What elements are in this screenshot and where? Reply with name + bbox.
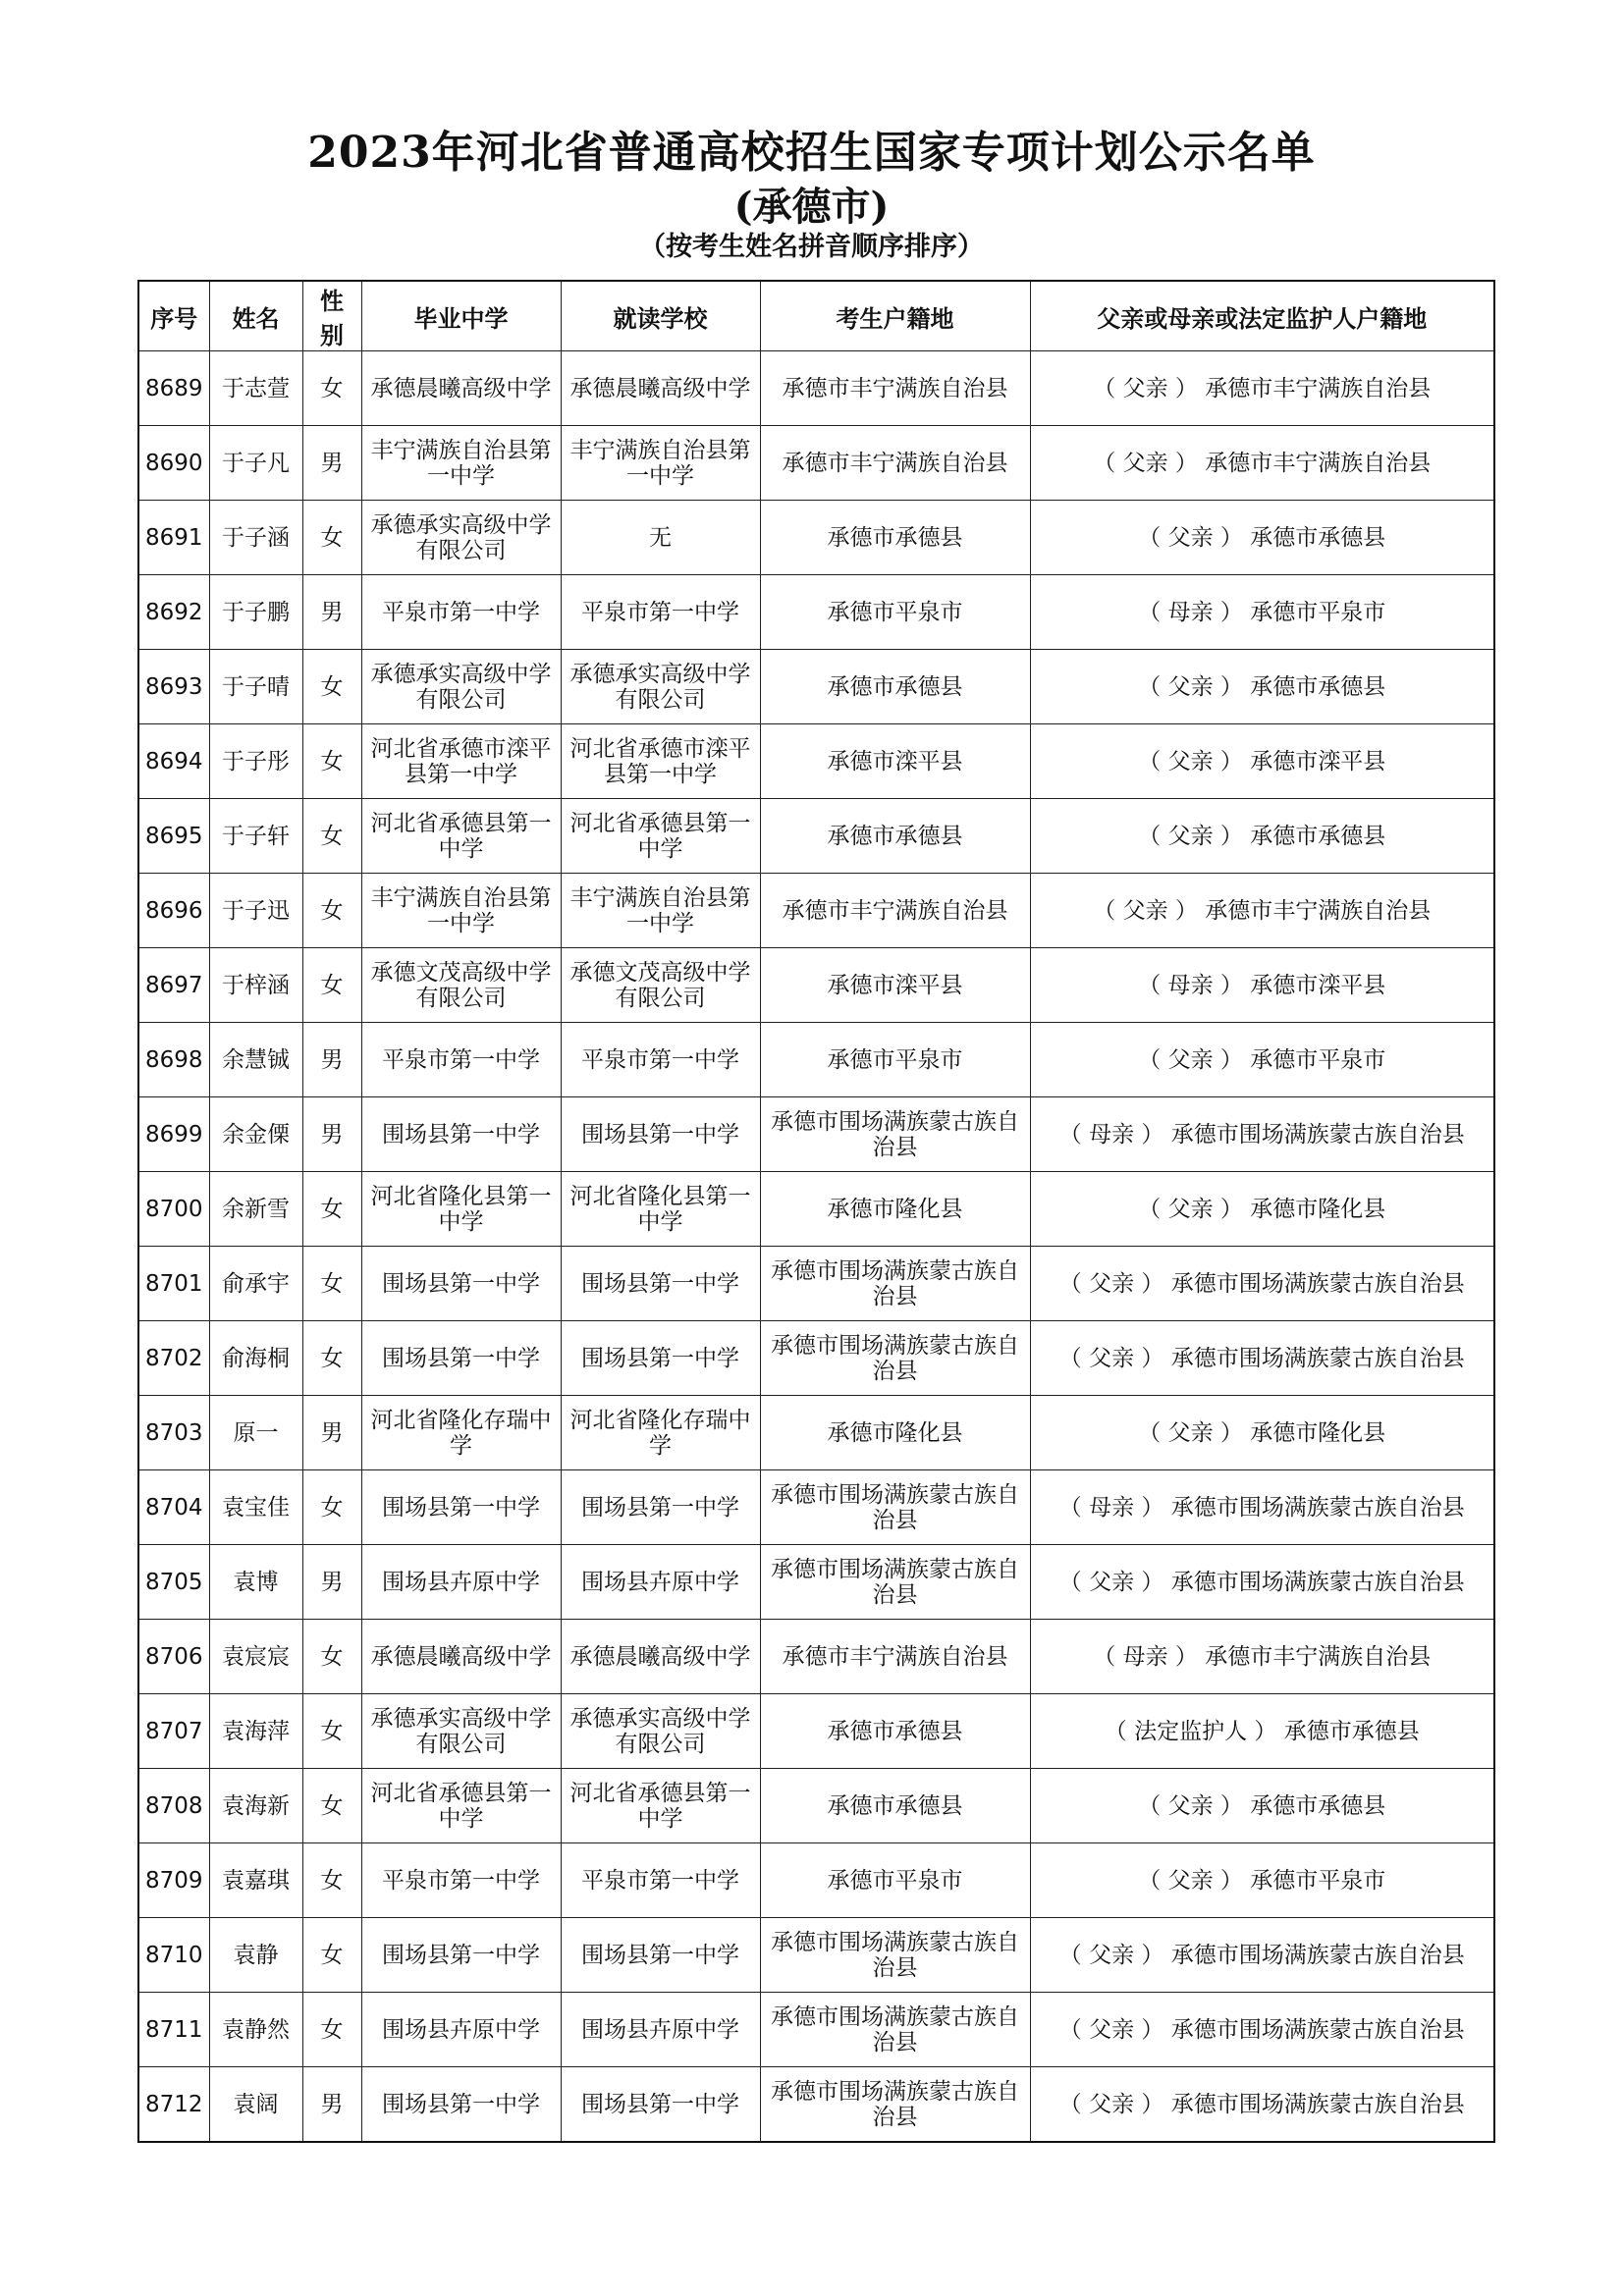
cell-gender: 女	[302, 1321, 361, 1396]
cell-graduation-school: 承德晨曦高级中学	[361, 1620, 561, 1694]
cell-guardian-registration: （ 父亲 ） 承德市滦平县	[1030, 724, 1494, 799]
cell-seq: 8699	[138, 1097, 209, 1172]
cell-household-registration: 承德市丰宁满族自治县	[760, 874, 1030, 948]
cell-name: 袁宝佳	[209, 1470, 302, 1545]
cell-current-school: 平泉市第一中学	[561, 1843, 760, 1918]
cell-guardian-registration: （ 母亲 ） 承德市滦平县	[1030, 948, 1494, 1023]
cell-gender: 女	[302, 874, 361, 948]
cell-current-school: 河北省承德市滦平县第一中学	[561, 724, 760, 799]
table-row	[138, 1172, 1494, 1247]
cell-seq: 8695	[138, 799, 209, 874]
cell-household-registration: 承德市隆化县	[760, 1396, 1030, 1470]
cell-guardian-registration: （ 父亲 ） 承德市围场满族蒙古族自治县	[1030, 1321, 1494, 1396]
roster-table	[137, 280, 1495, 2143]
cell-gender: 男	[302, 426, 361, 501]
cell-gender: 女	[302, 1247, 361, 1321]
cell-name: 袁静	[209, 1918, 302, 1993]
cell-household-registration: 承德市围场满族蒙古族自治县	[760, 1993, 1030, 2067]
cell-current-school: 围场县卉原中学	[561, 1545, 760, 1620]
header-current-school: 就读学校	[561, 281, 760, 351]
cell-current-school: 河北省隆化存瑞中学	[561, 1396, 760, 1470]
cell-guardian-registration: （ 父亲 ） 承德市围场满族蒙古族自治县	[1030, 1993, 1494, 2067]
cell-gender: 女	[302, 1694, 361, 1769]
table-row	[138, 1396, 1494, 1470]
cell-name: 袁海新	[209, 1769, 302, 1843]
cell-gender: 女	[302, 1843, 361, 1918]
cell-household-registration: 承德市围场满族蒙古族自治县	[760, 1247, 1030, 1321]
cell-current-school: 承德承实高级中学有限公司	[561, 1694, 760, 1769]
cell-guardian-registration: （ 父亲 ） 承德市围场满族蒙古族自治县	[1030, 2067, 1494, 2143]
cell-current-school: 围场县第一中学	[561, 1247, 760, 1321]
cell-guardian-registration: （ 父亲 ） 承德市围场满族蒙古族自治县	[1030, 1247, 1494, 1321]
cell-seq: 8702	[138, 1321, 209, 1396]
cell-graduation-school: 围场县卉原中学	[361, 1545, 561, 1620]
cell-guardian-registration: （ 母亲 ） 承德市围场满族蒙古族自治县	[1030, 1097, 1494, 1172]
cell-name: 袁阔	[209, 2067, 302, 2143]
cell-graduation-school: 平泉市第一中学	[361, 1023, 561, 1097]
cell-household-registration: 承德市平泉市	[760, 1023, 1030, 1097]
cell-guardian-registration: （ 父亲 ） 承德市承德县	[1030, 1769, 1494, 1843]
header-guardian-registration: 父亲或母亲或法定监护人户籍地	[1030, 281, 1494, 351]
table-row	[138, 724, 1494, 799]
cell-guardian-registration: （ 父亲 ） 承德市丰宁满族自治县	[1030, 351, 1494, 426]
cell-seq: 8698	[138, 1023, 209, 1097]
cell-guardian-registration: （ 母亲 ） 承德市平泉市	[1030, 575, 1494, 650]
cell-seq: 8697	[138, 948, 209, 1023]
cell-current-school: 围场县第一中学	[561, 1097, 760, 1172]
cell-current-school: 围场县第一中学	[561, 2067, 760, 2143]
cell-current-school: 承德文茂高级中学有限公司	[561, 948, 760, 1023]
cell-seq: 8692	[138, 575, 209, 650]
cell-household-registration: 承德市丰宁满族自治县	[760, 1620, 1030, 1694]
cell-household-registration: 承德市承德县	[760, 1694, 1030, 1769]
cell-gender: 女	[302, 1620, 361, 1694]
cell-current-school: 平泉市第一中学	[561, 1023, 760, 1097]
cell-guardian-registration: （ 父亲 ） 承德市围场满族蒙古族自治县	[1030, 1545, 1494, 1620]
cell-household-registration: 承德市平泉市	[760, 575, 1030, 650]
cell-graduation-school: 围场县第一中学	[361, 1097, 561, 1172]
page-subtitle: (承德市)	[733, 184, 890, 230]
cell-guardian-registration: （ 父亲 ） 承德市承德县	[1030, 799, 1494, 874]
table-row	[138, 1023, 1494, 1097]
cell-graduation-school: 围场县第一中学	[361, 1247, 561, 1321]
cell-seq: 8696	[138, 874, 209, 948]
table-row	[138, 1545, 1494, 1620]
cell-gender: 女	[302, 650, 361, 724]
cell-current-school: 河北省承德县第一中学	[561, 1769, 760, 1843]
cell-seq: 8689	[138, 351, 209, 426]
header-graduation-school: 毕业中学	[361, 281, 561, 351]
cell-name: 于子彤	[209, 724, 302, 799]
cell-household-registration: 承德市滦平县	[760, 948, 1030, 1023]
table-row	[138, 874, 1494, 948]
cell-seq: 8693	[138, 650, 209, 724]
cell-gender: 女	[302, 799, 361, 874]
cell-graduation-school: 平泉市第一中学	[361, 1843, 561, 1918]
table-row	[138, 2067, 1494, 2143]
cell-gender: 男	[302, 2067, 361, 2143]
cell-guardian-registration: （ 父亲 ） 承德市承德县	[1030, 501, 1494, 575]
cell-gender: 女	[302, 724, 361, 799]
cell-current-school: 围场县第一中学	[561, 1321, 760, 1396]
cell-name: 俞承宇	[209, 1247, 302, 1321]
cell-household-registration: 承德市承德县	[760, 501, 1030, 575]
cell-guardian-registration: （ 父亲 ） 承德市承德县	[1030, 650, 1494, 724]
cell-household-registration: 承德市滦平县	[760, 724, 1030, 799]
cell-name: 袁宸宸	[209, 1620, 302, 1694]
table-row	[138, 351, 1494, 426]
cell-current-school: 平泉市第一中学	[561, 575, 760, 650]
table-row	[138, 650, 1494, 724]
cell-name: 余新雪	[209, 1172, 302, 1247]
table-row	[138, 501, 1494, 575]
cell-seq: 8704	[138, 1470, 209, 1545]
cell-graduation-school: 平泉市第一中学	[361, 575, 561, 650]
cell-name: 于子涵	[209, 501, 302, 575]
cell-gender: 男	[302, 1097, 361, 1172]
cell-name: 于子迅	[209, 874, 302, 948]
cell-household-registration: 承德市隆化县	[760, 1172, 1030, 1247]
cell-seq: 8701	[138, 1247, 209, 1321]
cell-household-registration: 承德市围场满族蒙古族自治县	[760, 1097, 1030, 1172]
sort-note: （按考生姓名拼音顺序排序）	[639, 232, 984, 262]
cell-guardian-registration: （ 父亲 ） 承德市平泉市	[1030, 1843, 1494, 1918]
cell-name: 于子轩	[209, 799, 302, 874]
header-gender: 性别	[302, 281, 361, 351]
cell-name: 于志萱	[209, 351, 302, 426]
cell-seq: 8694	[138, 724, 209, 799]
cell-graduation-school: 丰宁满族自治县第一中学	[361, 874, 561, 948]
header-household-registration: 考生户籍地	[760, 281, 1030, 351]
table-row	[138, 1620, 1494, 1694]
table-row	[138, 1694, 1494, 1769]
cell-current-school: 河北省隆化县第一中学	[561, 1172, 760, 1247]
cell-name: 于子鹏	[209, 575, 302, 650]
cell-graduation-school: 围场县第一中学	[361, 1470, 561, 1545]
cell-seq: 8691	[138, 501, 209, 575]
table-row	[138, 1321, 1494, 1396]
cell-current-school: 围场县第一中学	[561, 1918, 760, 1993]
cell-name: 余金傈	[209, 1097, 302, 1172]
cell-gender: 女	[302, 1470, 361, 1545]
cell-gender: 女	[302, 948, 361, 1023]
cell-name: 于子凡	[209, 426, 302, 501]
cell-current-school: 河北省承德县第一中学	[561, 799, 760, 874]
cell-seq: 8709	[138, 1843, 209, 1918]
cell-gender: 男	[302, 1545, 361, 1620]
cell-gender: 男	[302, 1023, 361, 1097]
table-row	[138, 575, 1494, 650]
cell-household-registration: 承德市丰宁满族自治县	[760, 351, 1030, 426]
cell-guardian-registration: （ 父亲 ） 承德市隆化县	[1030, 1172, 1494, 1247]
cell-graduation-school: 承德承实高级中学有限公司	[361, 501, 561, 575]
cell-household-registration: 承德市承德县	[760, 799, 1030, 874]
cell-gender: 女	[302, 351, 361, 426]
cell-graduation-school: 围场县第一中学	[361, 1321, 561, 1396]
header-name: 姓名	[209, 281, 302, 351]
cell-household-registration: 承德市平泉市	[760, 1843, 1030, 1918]
table-row	[138, 1470, 1494, 1545]
cell-name: 袁海萍	[209, 1694, 302, 1769]
cell-name: 俞海桐	[209, 1321, 302, 1396]
cell-seq: 8711	[138, 1993, 209, 2067]
cell-gender: 女	[302, 1769, 361, 1843]
cell-graduation-school: 承德晨曦高级中学	[361, 351, 561, 426]
cell-current-school: 围场县卉原中学	[561, 1993, 760, 2067]
cell-seq: 8710	[138, 1918, 209, 1993]
cell-current-school: 丰宁满族自治县第一中学	[561, 874, 760, 948]
table-header-row	[138, 281, 1494, 351]
cell-gender: 女	[302, 1918, 361, 1993]
table-row	[138, 1247, 1494, 1321]
cell-current-school: 承德晨曦高级中学	[561, 351, 760, 426]
cell-seq: 8706	[138, 1620, 209, 1694]
cell-graduation-school: 丰宁满族自治县第一中学	[361, 426, 561, 501]
cell-guardian-registration: （ 法定监护人 ） 承德市承德县	[1030, 1694, 1494, 1769]
cell-gender: 女	[302, 1993, 361, 2067]
cell-household-registration: 承德市围场满族蒙古族自治县	[760, 1470, 1030, 1545]
table-row	[138, 1993, 1494, 2067]
cell-current-school: 承德承实高级中学有限公司	[561, 650, 760, 724]
table-row	[138, 1097, 1494, 1172]
cell-guardian-registration: （ 父亲 ） 承德市丰宁满族自治县	[1030, 426, 1494, 501]
cell-household-registration: 承德市围场满族蒙古族自治县	[760, 1918, 1030, 1993]
cell-graduation-school: 河北省承德县第一中学	[361, 1769, 561, 1843]
cell-current-school: 承德晨曦高级中学	[561, 1620, 760, 1694]
cell-graduation-school: 围场县第一中学	[361, 1918, 561, 1993]
cell-graduation-school: 承德文茂高级中学有限公司	[361, 948, 561, 1023]
cell-household-registration: 承德市承德县	[760, 650, 1030, 724]
table-row	[138, 426, 1494, 501]
table-row	[138, 1843, 1494, 1918]
cell-graduation-school: 河北省隆化存瑞中学	[361, 1396, 561, 1470]
cell-seq: 8705	[138, 1545, 209, 1620]
cell-name: 余慧铖	[209, 1023, 302, 1097]
cell-current-school: 丰宁满族自治县第一中学	[561, 426, 760, 501]
cell-household-registration: 承德市围场满族蒙古族自治县	[760, 1545, 1030, 1620]
cell-guardian-registration: （ 母亲 ） 承德市围场满族蒙古族自治县	[1030, 1470, 1494, 1545]
table-row	[138, 1918, 1494, 1993]
cell-name: 袁嘉琪	[209, 1843, 302, 1918]
cell-household-registration: 承德市承德县	[760, 1769, 1030, 1843]
cell-graduation-school: 围场县卉原中学	[361, 1993, 561, 2067]
table-row	[138, 1769, 1494, 1843]
cell-name: 原一	[209, 1396, 302, 1470]
cell-seq: 8700	[138, 1172, 209, 1247]
cell-guardian-registration: （ 父亲 ） 承德市平泉市	[1030, 1023, 1494, 1097]
table-row	[138, 948, 1494, 1023]
cell-seq: 8690	[138, 426, 209, 501]
cell-guardian-registration: （ 父亲 ） 承德市隆化县	[1030, 1396, 1494, 1470]
cell-guardian-registration: （ 父亲 ） 承德市围场满族蒙古族自治县	[1030, 1918, 1494, 1993]
cell-name: 于梓涵	[209, 948, 302, 1023]
cell-guardian-registration: （ 母亲 ） 承德市丰宁满族自治县	[1030, 1620, 1494, 1694]
cell-household-registration: 承德市丰宁满族自治县	[760, 426, 1030, 501]
cell-graduation-school: 河北省隆化县第一中学	[361, 1172, 561, 1247]
header-seq: 序号	[138, 281, 209, 351]
cell-seq: 8712	[138, 2067, 209, 2143]
cell-current-school: 无	[561, 501, 760, 575]
cell-graduation-school: 承德承实高级中学有限公司	[361, 1694, 561, 1769]
table-body	[138, 351, 1494, 2143]
cell-name: 袁博	[209, 1545, 302, 1620]
cell-seq: 8703	[138, 1396, 209, 1470]
table-row	[138, 799, 1494, 874]
cell-gender: 男	[302, 575, 361, 650]
cell-gender: 女	[302, 1172, 361, 1247]
cell-gender: 男	[302, 1396, 361, 1470]
cell-seq: 8708	[138, 1769, 209, 1843]
cell-graduation-school: 围场县第一中学	[361, 2067, 561, 2143]
cell-graduation-school: 河北省承德县第一中学	[361, 799, 561, 874]
cell-household-registration: 承德市围场满族蒙古族自治县	[760, 1321, 1030, 1396]
cell-graduation-school: 河北省承德市滦平县第一中学	[361, 724, 561, 799]
page-title: 2023年河北省普通高校招生国家专项计划公示名单	[307, 128, 1316, 178]
cell-household-registration: 承德市围场满族蒙古族自治县	[760, 2067, 1030, 2143]
cell-name: 袁静然	[209, 1993, 302, 2067]
cell-current-school: 围场县第一中学	[561, 1470, 760, 1545]
cell-name: 于子晴	[209, 650, 302, 724]
cell-graduation-school: 承德承实高级中学有限公司	[361, 650, 561, 724]
cell-seq: 8707	[138, 1694, 209, 1769]
cell-guardian-registration: （ 父亲 ） 承德市丰宁满族自治县	[1030, 874, 1494, 948]
cell-gender: 女	[302, 501, 361, 575]
